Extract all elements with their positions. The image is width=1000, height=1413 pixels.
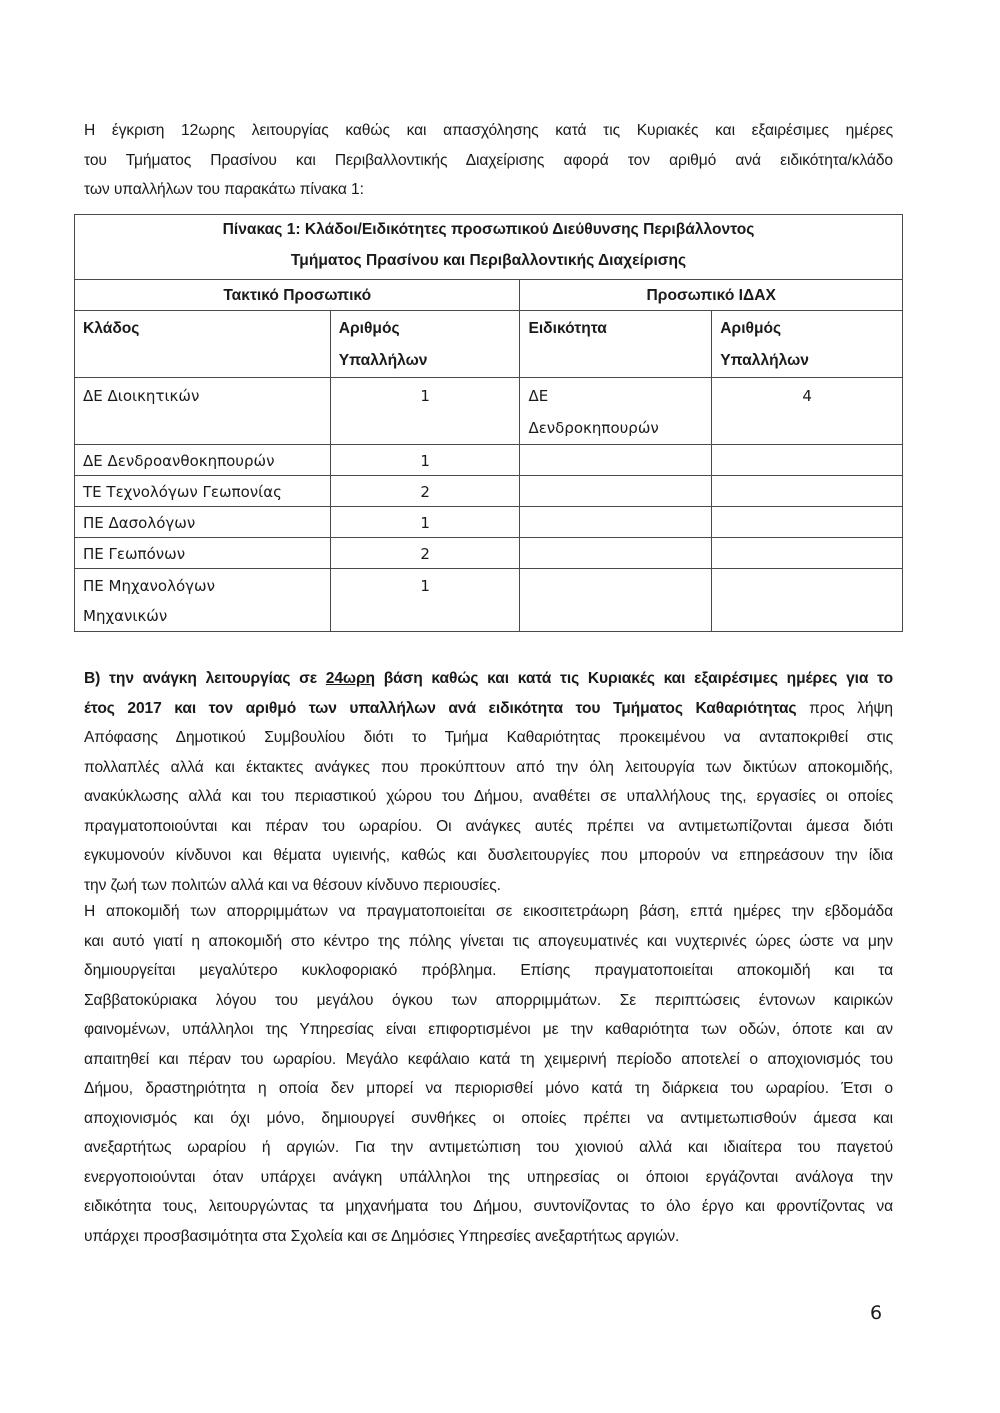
header-specialty xyxy=(520,311,712,378)
specialty-name: ΔΕ xyxy=(528,387,549,405)
table-title-line: Τμήματος Πρασίνου και Περιβαλλοντικής Διαχείρισης xyxy=(290,252,687,269)
collection-line: ειδικότητα τους, λειτουργώντας τα μηχανήματα του Δήμου, συντονίζοντας το όλο έργο και φροντίζοντας να xyxy=(84,1198,893,1215)
branch-cell: ΤΕ Τεχνολόγων Γεωπονίας xyxy=(75,476,331,507)
normal-text: προς λήψη xyxy=(796,699,893,717)
header-line: Υπαλλήλων xyxy=(338,352,428,369)
intro-line: του Τμήματος Πρασίνου και Περιβαλλοντικής Διαχείρισης αφορά τον αριθμό ανά ειδικότητα/κλάδο xyxy=(84,151,893,169)
specialty-cell xyxy=(520,378,712,445)
table-row xyxy=(75,569,903,632)
specialty-count-cell xyxy=(712,538,903,569)
specialty-name: Δενδροκηπουρών xyxy=(528,419,659,437)
branch-name: Μηχανικών xyxy=(83,607,168,625)
specialty-cell xyxy=(520,538,712,569)
collection-line: και αυτό γιατί η αποκομιδή στο κέντρο της πόλης γίνεται τις απογευματινές και νυχτερινές ώρες ώστε να μην xyxy=(84,932,893,950)
branch-count-cell: 2 xyxy=(330,476,520,507)
header-branch-label: Κλάδος xyxy=(83,320,140,337)
section-b-line: πολλαπλές αλλά και έκτακτες ανάγκες που προκύπτουν από την όλη λειτουργία των δικτύων αποκομιδής, xyxy=(84,758,893,776)
group-idax-staff: Προσωπικό ΙΔΑΧ xyxy=(520,280,903,311)
underlined-text: 24ωρη xyxy=(325,670,375,687)
specialty-count-cell xyxy=(712,476,903,507)
section-b-line xyxy=(84,694,893,724)
section-b-line: ανακύκλωσης αλλά και του περιαστικού χώρου του Δήμου, αναθέτει σε υπαλλήλους της, εργασίες οι οποίες xyxy=(84,788,893,805)
group-regular-staff: Τακτικό Προσωπικό xyxy=(75,280,520,311)
specialty-cell xyxy=(520,507,712,538)
branch-count-cell: 2 xyxy=(330,538,520,569)
table-title-line: Πίνακας 1: Κλάδοι/Ειδικότητες προσωπικού Διεύθυνσης Περιβάλλοντος xyxy=(222,221,755,238)
branch-count-cell: 1 xyxy=(330,569,520,632)
bold-text: έτος 2017 και τον αριθμό των υπαλλήλων ανά ειδικότητα του Τμήματος Καθαριότητας xyxy=(84,699,797,717)
table-title xyxy=(75,215,903,280)
intro-line: Η έγκριση 12ωρης λειτουργίας καθώς και απασχόλησης κατά τις Κυριακές και εξαιρέσιμες ημέρες xyxy=(84,122,893,139)
collection-line: φαινομένων, υπάλληλοι της Υπηρεσίας είναι επιφορτισμένοι με την καθαριότητα των οδών, όποτε και αν xyxy=(84,1021,893,1038)
branch-cell xyxy=(75,378,331,445)
table-row xyxy=(75,538,903,569)
collection-line: απαιτηθεί και πέραν του ωραρίου. Μεγάλο κεφάλαιο κατά τη χειμερινή περίοδο αποτελεί ο αποχιονισμός του xyxy=(84,1050,893,1068)
header-branch-count xyxy=(330,311,520,378)
section-b-line xyxy=(84,664,893,694)
branch-count-cell: 1 xyxy=(330,445,520,476)
specialty-cell xyxy=(520,476,712,507)
branch-count-cell: 1 xyxy=(330,378,520,445)
section-b-paragraph xyxy=(84,664,893,900)
table-header-row xyxy=(75,311,903,378)
specialty-count-cell xyxy=(712,569,903,632)
branch-cell xyxy=(75,569,331,632)
specialty-cell xyxy=(520,445,712,476)
bold-text: βάση καθώς και κατά τις Κυριακές και εξαιρέσιμες ημέρες για το xyxy=(374,670,894,687)
header-specialty-count xyxy=(712,311,903,378)
collection-line: ενεργοποιούνται όταν υπάρχει ανάγκη υπάλληλοι της υπηρεσίας οι όποιοι εργάζονται ανάλογα την xyxy=(84,1168,893,1186)
branch-name: ΠΕ Μηχανολόγων xyxy=(83,577,215,595)
section-b-line: πραγματοποιούνται και πέραν του ωραρίου. Οι ανάγκες αυτές πρέπει να αντιμετωπίζονται άμεσα διότι xyxy=(84,817,893,835)
branch-count-cell: 1 xyxy=(330,507,520,538)
bold-text: Β) την ανάγκη λειτουργίας σε xyxy=(84,670,326,687)
table-group-row xyxy=(75,280,903,311)
specialty-count-cell xyxy=(712,507,903,538)
intro-paragraph xyxy=(84,116,893,205)
branch-cell: ΔΕ Δενδροανθοκηπουρών xyxy=(75,445,331,476)
table-row xyxy=(75,507,903,538)
table-row xyxy=(75,378,903,445)
collection-line: Δήμου, δραστηριότητα η οποία δεν μπορεί να περιορισθεί μόνο κατά τη διάρκεια του ωραρίου. Έτσι ο xyxy=(84,1080,893,1097)
specialty-cell xyxy=(520,569,712,632)
section-b-line: Απόφασης Δημοτικού Συμβουλίου διότι το Τμήμα Καθαριότητας προκειμένου να ανταποκριθεί στις xyxy=(84,729,893,746)
collection-line: αποχιονισμός και όχι μόνο, δημιουργεί συνθήκες οι οποίες πρέπει να αντιμετωπισθούν άμεσα και xyxy=(84,1109,893,1127)
staff-table xyxy=(74,214,903,632)
specialty-count-cell xyxy=(712,445,903,476)
section-b-line: εγκυμονούν κίνδυνοι και θέματα υγιεινής, καθώς και δυσλειτουργίες που μπορούν να επηρεάσουν την ίδια xyxy=(84,847,893,864)
collection-line: Σαββατοκύριακα λόγου του μεγάλου όγκου των απορριμμάτων. Σε περιπτώσεις έντονων καιρικών xyxy=(84,991,893,1009)
header-branch xyxy=(75,311,331,378)
branch-cell: ΠΕ Γεωπόνων xyxy=(75,538,331,569)
table-row xyxy=(75,476,903,507)
section-b-line: την ζωή των πολιτών αλλά και να θέσουν κίνδυνο περιουσίες. xyxy=(84,876,501,894)
collection-line: Η αποκομιδή των απορριμμάτων να πραγματοποιείται σε εικοσιτετράωρη βάση, επτά ημέρες την εβδομάδα xyxy=(84,903,893,920)
table-row xyxy=(75,445,903,476)
header-specialty-label: Ειδικότητα xyxy=(528,320,607,337)
collection-paragraph xyxy=(84,897,893,1251)
branch-name: ΔΕ Διοικητικών xyxy=(83,387,200,405)
header-line: Υπαλλήλων xyxy=(720,352,809,369)
collection-line: δημιουργείται μεγαλύτερο κυκλοφοριακό πρόβλημα. Επίσης πραγματοποιείται αποκομιδή και τα xyxy=(84,962,893,979)
header-line: Αριθμός xyxy=(338,320,400,337)
table-title-row xyxy=(75,215,903,280)
branch-cell: ΠΕ Δασολόγων xyxy=(75,507,331,538)
collection-line: υπάρχει προσβασιμότητα στα Σχολεία και σε Δημόσιες Υπηρεσίες ανεξαρτήτως αργιών. xyxy=(84,1227,680,1245)
header-line: Αριθμός xyxy=(720,320,782,337)
page-number: 6 xyxy=(870,1302,883,1324)
intro-line: των υπαλλήλων του παρακάτω πίνακα 1: xyxy=(84,181,364,198)
specialty-count-cell: 4 xyxy=(712,378,903,445)
collection-line: ανεξαρτήτως ωραρίου ή αργιών. Για την αντιμετώπιση του χιονιού αλλά και ιδιαίτερα του παγετού xyxy=(84,1139,893,1156)
